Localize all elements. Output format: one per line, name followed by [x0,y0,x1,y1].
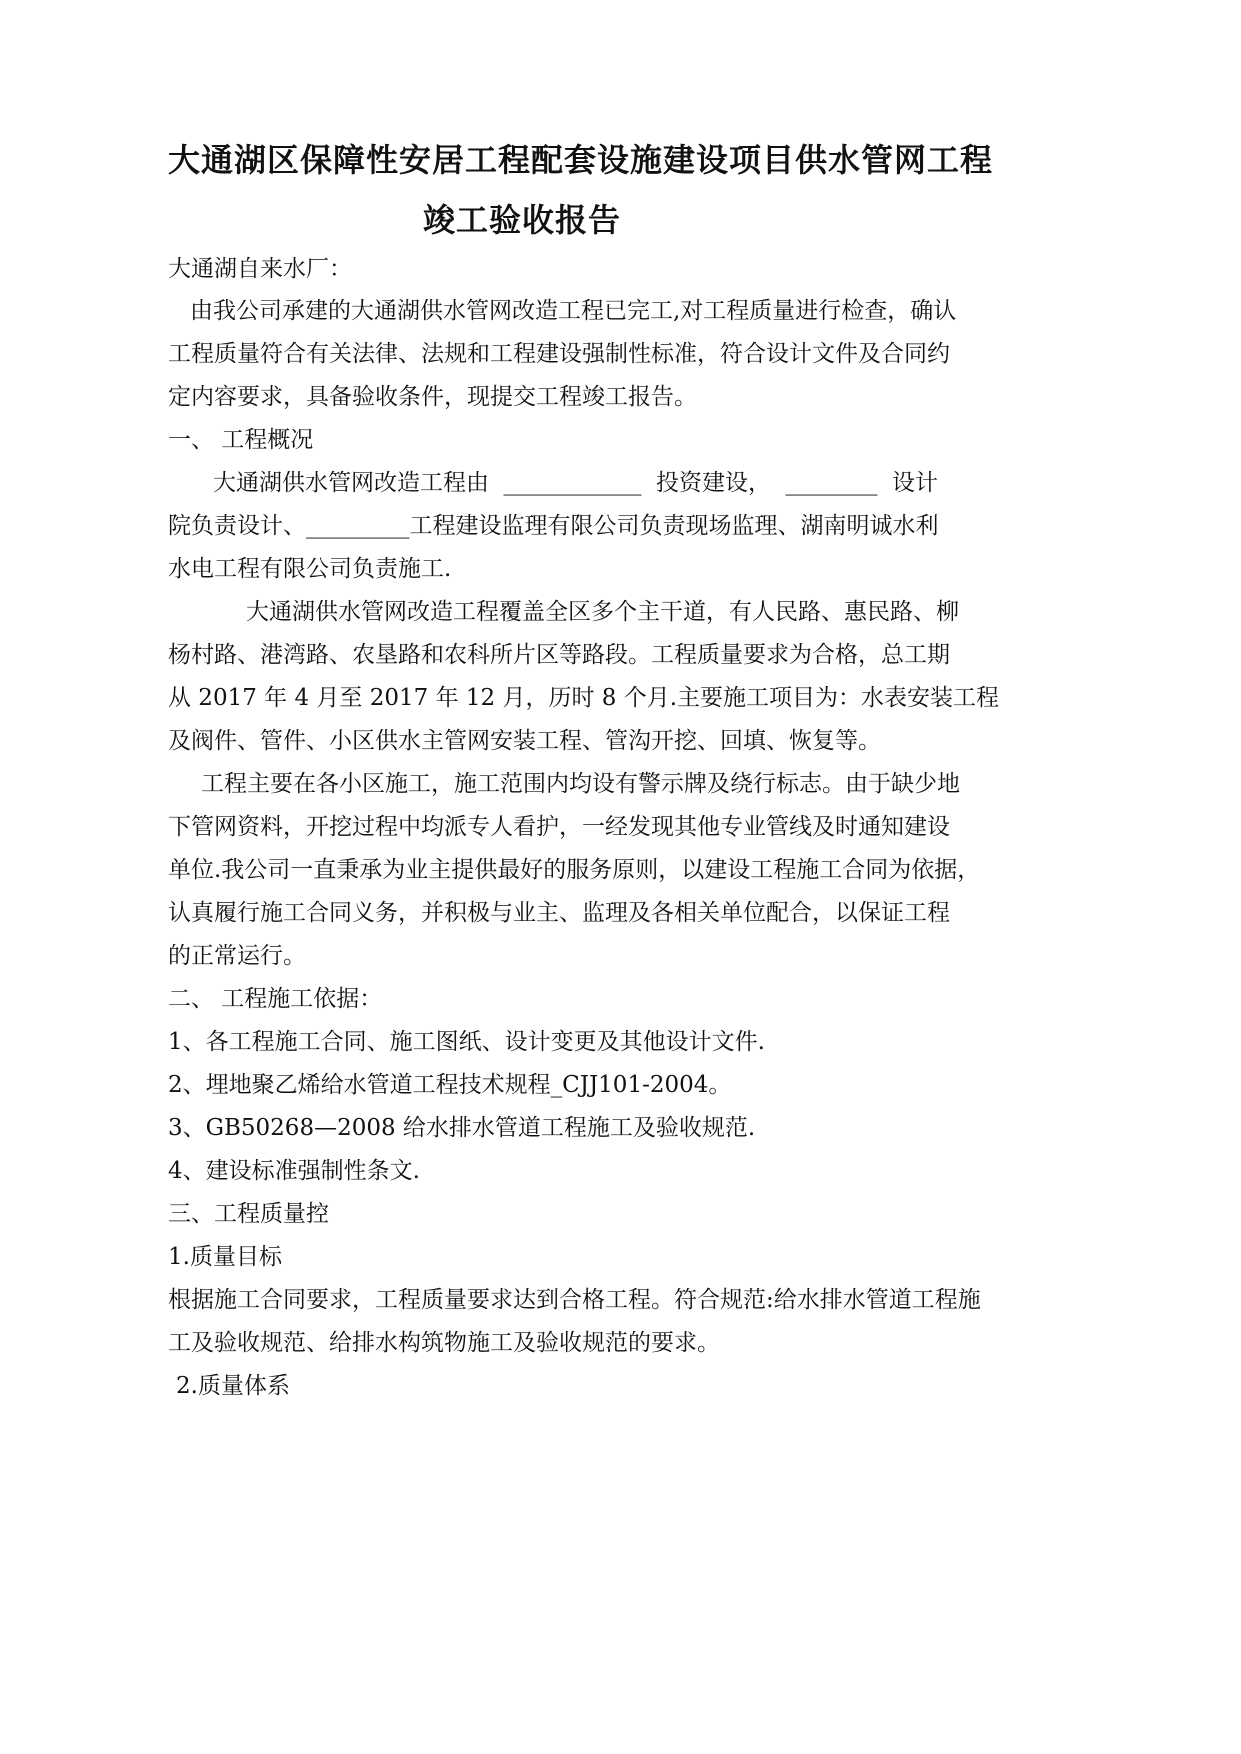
basis-item: 3、GB50268—2008 给水排水管道工程施工及验收规范. [168,1115,756,1141]
intro-line: 由我公司承建的大通湖供水管网改造工程已完工,对工程质量进行检查，确认 [190,298,957,324]
quality-goal-heading: 1.质量目标 [168,1244,282,1270]
intro-line: 定内容要求，具备验收条件，现提交工程竣工报告。 [168,384,697,410]
investor-blank: ____________ [503,470,642,496]
document-title-line1: 大通湖区保障性安居工程配套设施建设项目供水管网工程 [168,141,994,179]
overview-line: 大通湖供水管网改造工程覆盖全区多个主干道，有人民路、惠民路、柳 [246,599,959,625]
quality-system-heading: 2.质量体系 [176,1373,290,1399]
designer-blank: ________ [785,470,878,496]
basis-item: 4、建设标准强制性条文. [168,1158,420,1184]
overview-line: 下管网资料，开挖过程中均派专人看护，一经发现其他专业管线及时通知建设 [168,814,950,840]
section-heading-quality: 三、工程质量控 [168,1201,329,1227]
overview-line: 杨村路、港湾路、农垦路和农科所片区等路段。工程质量要求为合格，总工期 [168,642,950,668]
overview-line-with-blanks [213,468,938,498]
overview-text: 投资建设， [656,470,771,496]
overview-text: 设计 [892,470,938,496]
overview-line: 院负责设计、_________工程建设监理有限公司负责现场监理、湖南明诚水利 [168,513,939,539]
section-heading-basis: 二、 工程施工依据： [168,986,383,1012]
overview-line: 水电工程有限公司负责施工. [168,556,452,582]
overview-line: 认真履行施工合同义务，并积极与业主、监理及各相关单位配合，以保证工程 [168,900,950,926]
document-title-line2: 竣工验收报告 [423,201,622,239]
quality-goal-text: 工及验收规范、给排水构筑物施工及验收规范的要求。 [168,1330,720,1356]
overview-line: 从 2017 年 4 月至 2017 年 12 月，历时 8 个月.主要施工项目为：水表安装工程 [168,685,1000,711]
overview-text: 大通湖供水管网改造工程由 [213,470,489,496]
overview-line: 及阀件、管件、小区供水主管网安装工程、管沟开挖、回填、恢复等。 [168,728,881,754]
overview-line: 的正常运行。 [168,943,306,969]
overview-line: 单位.我公司一直秉承为业主提供最好的服务原则，以建设工程施工合同为依据， [168,857,981,883]
basis-item: 1、各工程施工合同、施工图纸、设计变更及其他设计文件. [168,1029,765,1055]
addressee: 大通湖自来水厂： [168,256,352,282]
intro-line: 工程质量符合有关法律、法规和工程建设强制性标准，符合设计文件及合同约 [168,341,950,367]
quality-goal-text: 根据施工合同要求，工程质量要求达到合格工程。符合规范:给水排水管道工程施 [168,1287,981,1313]
basis-item: 2、埋地聚乙烯给水管道工程技术规程_CJJ101-2004。 [168,1072,732,1098]
section-heading-overview: 一、 工程概况 [168,427,314,453]
overview-line: 工程主要在各小区施工，施工范围内均设有警示牌及绕行标志。由于缺少地 [201,771,960,797]
